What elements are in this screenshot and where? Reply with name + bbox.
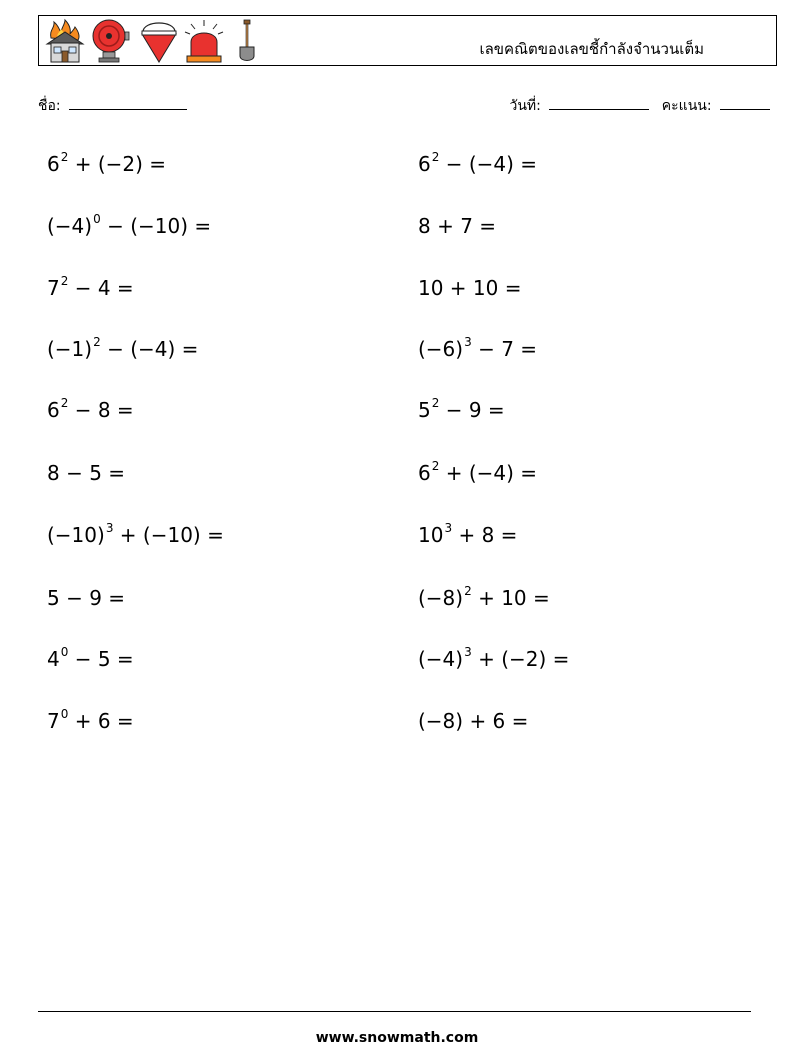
problem-base: 5 − 9 = — [47, 586, 126, 610]
siren-light-icon — [183, 18, 225, 64]
problem-rest: + (−2) = — [68, 152, 167, 176]
problem-rest: + 8 = — [452, 523, 518, 547]
worksheet-title: เลขคณิตของเลขชี้กำลังจำนวนเต็ม — [479, 40, 704, 58]
problem-base: 6 — [418, 152, 431, 176]
problem-base: (−4) — [418, 647, 464, 671]
problem-exponent: 3 — [464, 645, 472, 660]
problem-4 — [418, 214, 497, 238]
footer-url[interactable]: www.snowmath.com — [315, 1030, 479, 1046]
problem-2 — [418, 152, 537, 176]
problem-8 — [418, 337, 537, 361]
problem-12 — [418, 461, 537, 485]
date-blank-line[interactable] — [549, 95, 649, 110]
problem-exponent: 0 — [93, 212, 101, 227]
problem-11 — [47, 461, 126, 485]
problem-16 — [418, 586, 550, 610]
problem-exponent: 0 — [60, 645, 69, 660]
problem-base: (−1) — [47, 337, 93, 361]
problem-exponent: 2 — [60, 274, 69, 289]
problem-6 — [418, 276, 523, 300]
problem-exponent: 3 — [105, 521, 114, 536]
problem-rest: + (−4) = — [439, 461, 538, 485]
problem-rest: + 10 = — [471, 586, 550, 610]
problem-rest: − 8 = — [68, 398, 134, 422]
problem-19 — [47, 709, 134, 733]
problem-base: 5 — [418, 398, 431, 422]
problem-base: 6 — [418, 461, 431, 485]
problem-rest: − 4 = — [68, 276, 134, 300]
problem-base: 8 + 7 = — [418, 214, 497, 238]
problem-exponent: 2 — [60, 150, 69, 165]
problem-5 — [47, 276, 134, 300]
name-blank-line[interactable] — [69, 95, 187, 110]
problem-base: 7 — [47, 709, 60, 733]
problem-rest: + (−10) = — [113, 523, 224, 547]
problem-base: (−10) — [47, 523, 105, 547]
house-fire-icon — [45, 18, 85, 64]
problem-13 — [47, 523, 224, 547]
fire-alarm-bell-icon — [89, 18, 131, 64]
problem-rest: − 9 = — [439, 398, 505, 422]
problem-base: 4 — [47, 647, 60, 671]
problem-rest: + 6 = — [68, 709, 134, 733]
problem-base: (−6) — [418, 337, 464, 361]
problem-exponent: 0 — [60, 707, 69, 722]
problem-18 — [418, 647, 569, 671]
problem-7 — [47, 337, 198, 361]
problem-10 — [418, 398, 505, 422]
problem-3 — [47, 214, 211, 238]
problem-rest: + (−2) = — [471, 647, 570, 671]
problem-base: (−8) + 6 = — [418, 709, 529, 733]
problem-base: (−8) — [418, 586, 464, 610]
problem-exponent: 2 — [431, 150, 440, 165]
problem-base: (−4) — [47, 214, 93, 238]
problem-base: 7 — [47, 276, 60, 300]
problem-exponent: 2 — [464, 584, 472, 599]
problem-exponent: 3 — [444, 521, 453, 536]
problem-base: 8 − 5 = — [47, 461, 126, 485]
problem-exponent: 2 — [431, 459, 440, 474]
date-score-field — [509, 95, 770, 117]
problem-1 — [47, 152, 166, 176]
problem-exponent: 3 — [464, 335, 472, 350]
problem-base: 10 + 10 = — [418, 276, 522, 300]
date-label: วันที่: — [509, 98, 541, 114]
problem-base: 6 — [47, 398, 60, 422]
score-label: คะแนน: — [661, 98, 712, 114]
name-field — [38, 95, 187, 117]
problem-rest: − 7 = — [471, 337, 538, 361]
problem-rest: − (−4) = — [439, 152, 538, 176]
problem-rest: − (−10) = — [100, 214, 212, 238]
problem-rest: − 5 = — [68, 647, 134, 671]
problem-base: 10 — [418, 523, 444, 547]
problem-15 — [47, 586, 126, 610]
fire-bucket-icon — [139, 18, 179, 64]
problem-rest: − (−4) = — [100, 337, 199, 361]
shovel-icon — [235, 18, 259, 64]
name-label: ชื่อ: — [38, 98, 61, 114]
problem-17 — [47, 647, 134, 671]
problem-9 — [47, 398, 134, 422]
problem-20 — [418, 709, 529, 733]
problem-base: 6 — [47, 152, 60, 176]
problem-exponent: 2 — [93, 335, 101, 350]
problem-exponent: 2 — [60, 396, 69, 411]
footer-divider — [38, 1011, 751, 1012]
problem-exponent: 2 — [431, 396, 440, 411]
header-box — [38, 15, 777, 66]
score-blank-line[interactable] — [720, 95, 770, 110]
problem-14 — [418, 523, 517, 547]
